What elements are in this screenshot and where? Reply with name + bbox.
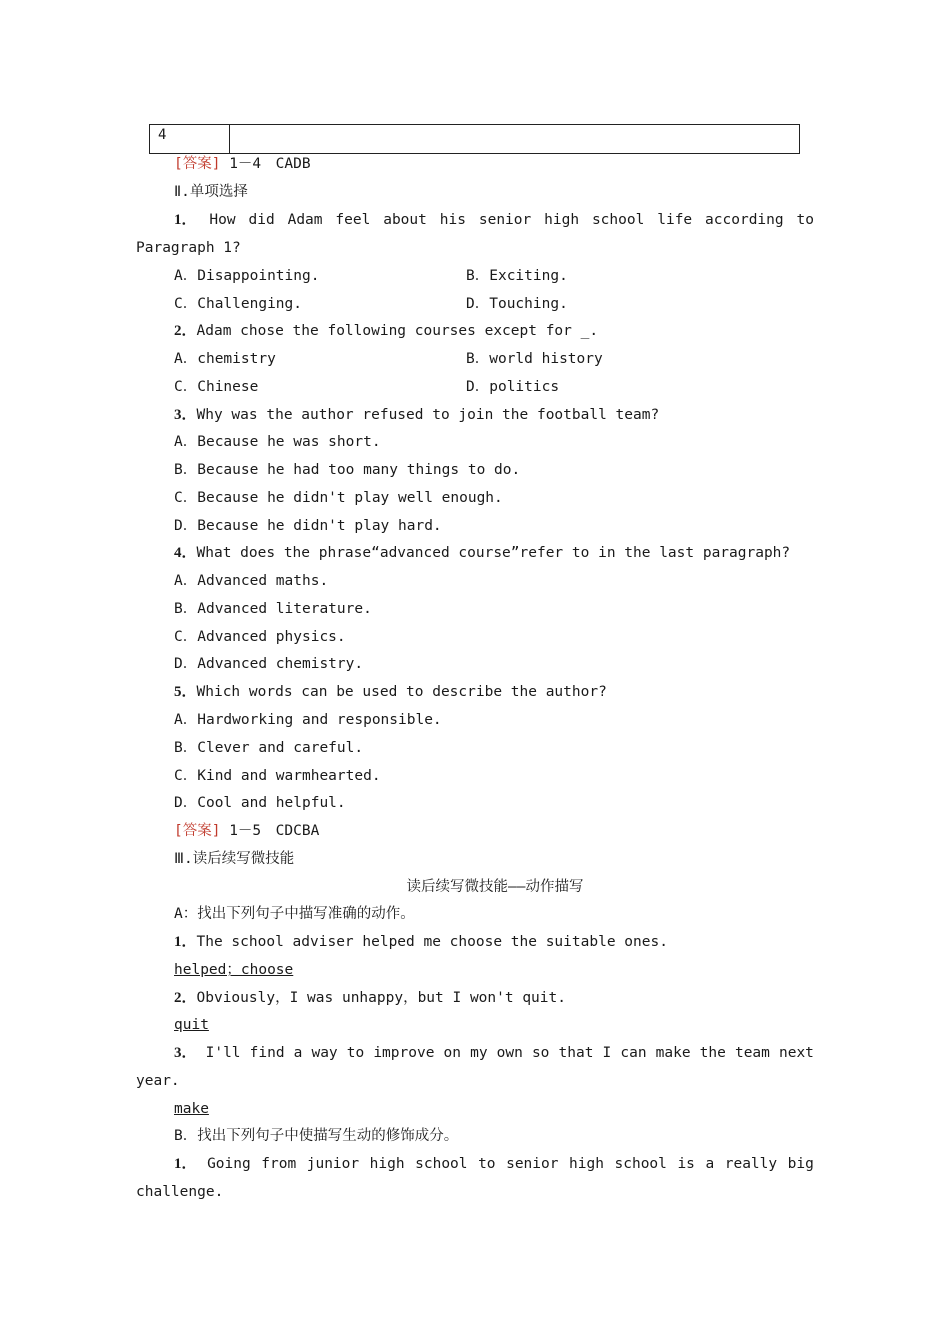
q1-word: senior xyxy=(478,212,532,228)
s3-word: find xyxy=(249,1045,285,1061)
question-5-text: Which words can be used to describe the author? xyxy=(196,684,607,700)
s3-word: a xyxy=(293,1045,303,1061)
s3-word: team xyxy=(734,1045,770,1061)
q1-word: school xyxy=(591,212,645,228)
q2-option-d: D．politics xyxy=(466,379,560,395)
part-b-sentence-1 xyxy=(174,1154,814,1174)
b1-word: really xyxy=(724,1156,778,1172)
q2-option-a: A．chemistry xyxy=(174,351,276,367)
q1-option-d: D．Touching. xyxy=(466,296,568,312)
part-a-sentence-3 xyxy=(174,1043,814,1063)
b1-word: to xyxy=(478,1156,496,1172)
answer-text: 1－4 CADB xyxy=(220,156,311,172)
b1-word: junior xyxy=(306,1156,360,1172)
q1-word: did xyxy=(248,212,275,228)
sentence-number: 2． xyxy=(174,990,197,1006)
table-cell-number: 4 xyxy=(150,125,230,153)
b1-word: school xyxy=(614,1156,667,1172)
s3-word: on xyxy=(443,1045,461,1061)
answer-line-2 xyxy=(174,821,319,841)
q5-option-c: C．Kind and warmhearted. xyxy=(174,768,381,784)
q2-option-b: B．world history xyxy=(466,351,603,367)
part-a-sentence-1 xyxy=(174,932,668,952)
s3-word: way xyxy=(311,1045,338,1061)
question-5-line xyxy=(174,682,607,702)
q1-word: How xyxy=(209,212,236,228)
question-1-number: 1． xyxy=(174,212,197,228)
q5-option-a: A．Hardworking and responsible. xyxy=(174,712,442,728)
q1-word: about xyxy=(383,212,427,228)
section-heading-3: Ⅲ.读后续写微技能 xyxy=(174,851,295,867)
part-a-sentence-2 xyxy=(174,988,566,1008)
question-2-text: Adam chose the following courses except for _. xyxy=(196,323,599,339)
s3-word: own xyxy=(496,1045,523,1061)
part-b-sentence-1-continuation: challenge. xyxy=(136,1184,224,1200)
s3-word: I'll xyxy=(205,1045,241,1061)
question-4-line xyxy=(174,543,790,563)
sentence-text: Obviously，I was unhappy，but I won't quit. xyxy=(196,990,566,1006)
question-1-line xyxy=(174,210,814,230)
q1-word: life xyxy=(657,212,693,228)
s3-word: the xyxy=(699,1045,726,1061)
q3-option-d: D．Because he didn't play hard. xyxy=(174,518,442,534)
q1-word: his xyxy=(439,212,466,228)
s3-word: that xyxy=(558,1045,594,1061)
answer-label: [答案] xyxy=(174,156,221,172)
q1-word: to xyxy=(796,212,814,228)
b1-word: big xyxy=(787,1156,814,1172)
q4-option-b: B．Advanced literature. xyxy=(174,601,372,617)
q4-option-a: A．Advanced maths. xyxy=(174,573,329,589)
s3-word: so xyxy=(531,1045,550,1061)
q3-option-b: B．Because he had too many things to do. xyxy=(174,462,521,478)
q1-option-a: A．Disappointing. xyxy=(174,268,320,284)
s3-word: make xyxy=(655,1045,691,1061)
q5-option-b: B．Clever and careful. xyxy=(174,740,364,756)
b1-word: from xyxy=(261,1156,297,1172)
question-3-text: Why was the author refused to join the football team? xyxy=(196,407,660,423)
sentence-text: The school adviser helped me choose the suitable ones. xyxy=(196,934,668,950)
sentence-number: 1． xyxy=(174,1156,197,1172)
q3-option-c: C．Because he didn't play well enough. xyxy=(174,490,503,506)
b1-word: school xyxy=(415,1156,468,1172)
sentence-number: 1． xyxy=(174,934,197,950)
s3-word: my xyxy=(470,1045,488,1061)
q1-word: feel xyxy=(335,212,371,228)
q1-option-b: B．Exciting. xyxy=(466,268,568,284)
part-a-title: A：找出下列句子中描写准确的动作。 xyxy=(174,906,415,922)
q1-word: Adam xyxy=(287,212,323,228)
question-3-number: 3． xyxy=(174,407,197,423)
s3-word: can xyxy=(620,1045,647,1061)
question-1-continuation: Paragraph 1? xyxy=(136,240,241,256)
question-2-number: 2． xyxy=(174,323,197,339)
section-heading-2: Ⅱ.单项选择 xyxy=(174,184,248,200)
b1-word: high xyxy=(369,1156,405,1172)
part-a-answer-1: helped；choose xyxy=(174,962,294,978)
b1-word: senior xyxy=(506,1156,559,1172)
part-b-title: B．找出下列句子中使描写生动的修饰成分。 xyxy=(174,1128,459,1144)
question-2-line xyxy=(174,321,598,341)
answer-table-row xyxy=(149,124,800,154)
q2-option-c: C．Chinese xyxy=(174,379,259,395)
q1-word: according xyxy=(705,212,784,228)
b1-word: is xyxy=(677,1156,695,1172)
question-4-number: 4． xyxy=(174,545,197,561)
part-a-answer-3: make xyxy=(174,1101,209,1117)
answer-line-1 xyxy=(174,154,311,174)
b1-word: high xyxy=(569,1156,604,1172)
q3-option-a: A．Because he was short. xyxy=(174,434,381,450)
part-a-sentence-3-continuation: year. xyxy=(136,1073,180,1089)
sentence-number: 3． xyxy=(174,1045,197,1061)
question-3-line xyxy=(174,405,659,425)
s3-word: next xyxy=(778,1045,814,1061)
b1-word: Going xyxy=(207,1156,251,1172)
part-a-answer-2: quit xyxy=(174,1017,209,1033)
s3-word: to xyxy=(346,1045,365,1061)
answer-label: [答案] xyxy=(174,823,221,839)
question-5-number: 5． xyxy=(174,684,197,700)
table-cell-empty xyxy=(230,125,799,153)
s3-word: I xyxy=(602,1045,612,1061)
q4-option-c: C．Advanced physics. xyxy=(174,629,346,645)
s3-word: improve xyxy=(373,1045,435,1061)
q1-word: high xyxy=(544,212,580,228)
section-subtitle: 读后续写微技能——动作描写 xyxy=(406,879,584,895)
question-4-text: What does the phrase“advanced course”refer to in the last paragraph? xyxy=(196,545,791,561)
q5-option-d: D．Cool and helpful. xyxy=(174,795,346,811)
b1-word: a xyxy=(705,1156,715,1172)
q4-option-d: D．Advanced chemistry. xyxy=(174,656,364,672)
q1-option-c: C．Challenging. xyxy=(174,296,302,312)
answer-text: 1－5 CDCBA xyxy=(220,823,320,839)
